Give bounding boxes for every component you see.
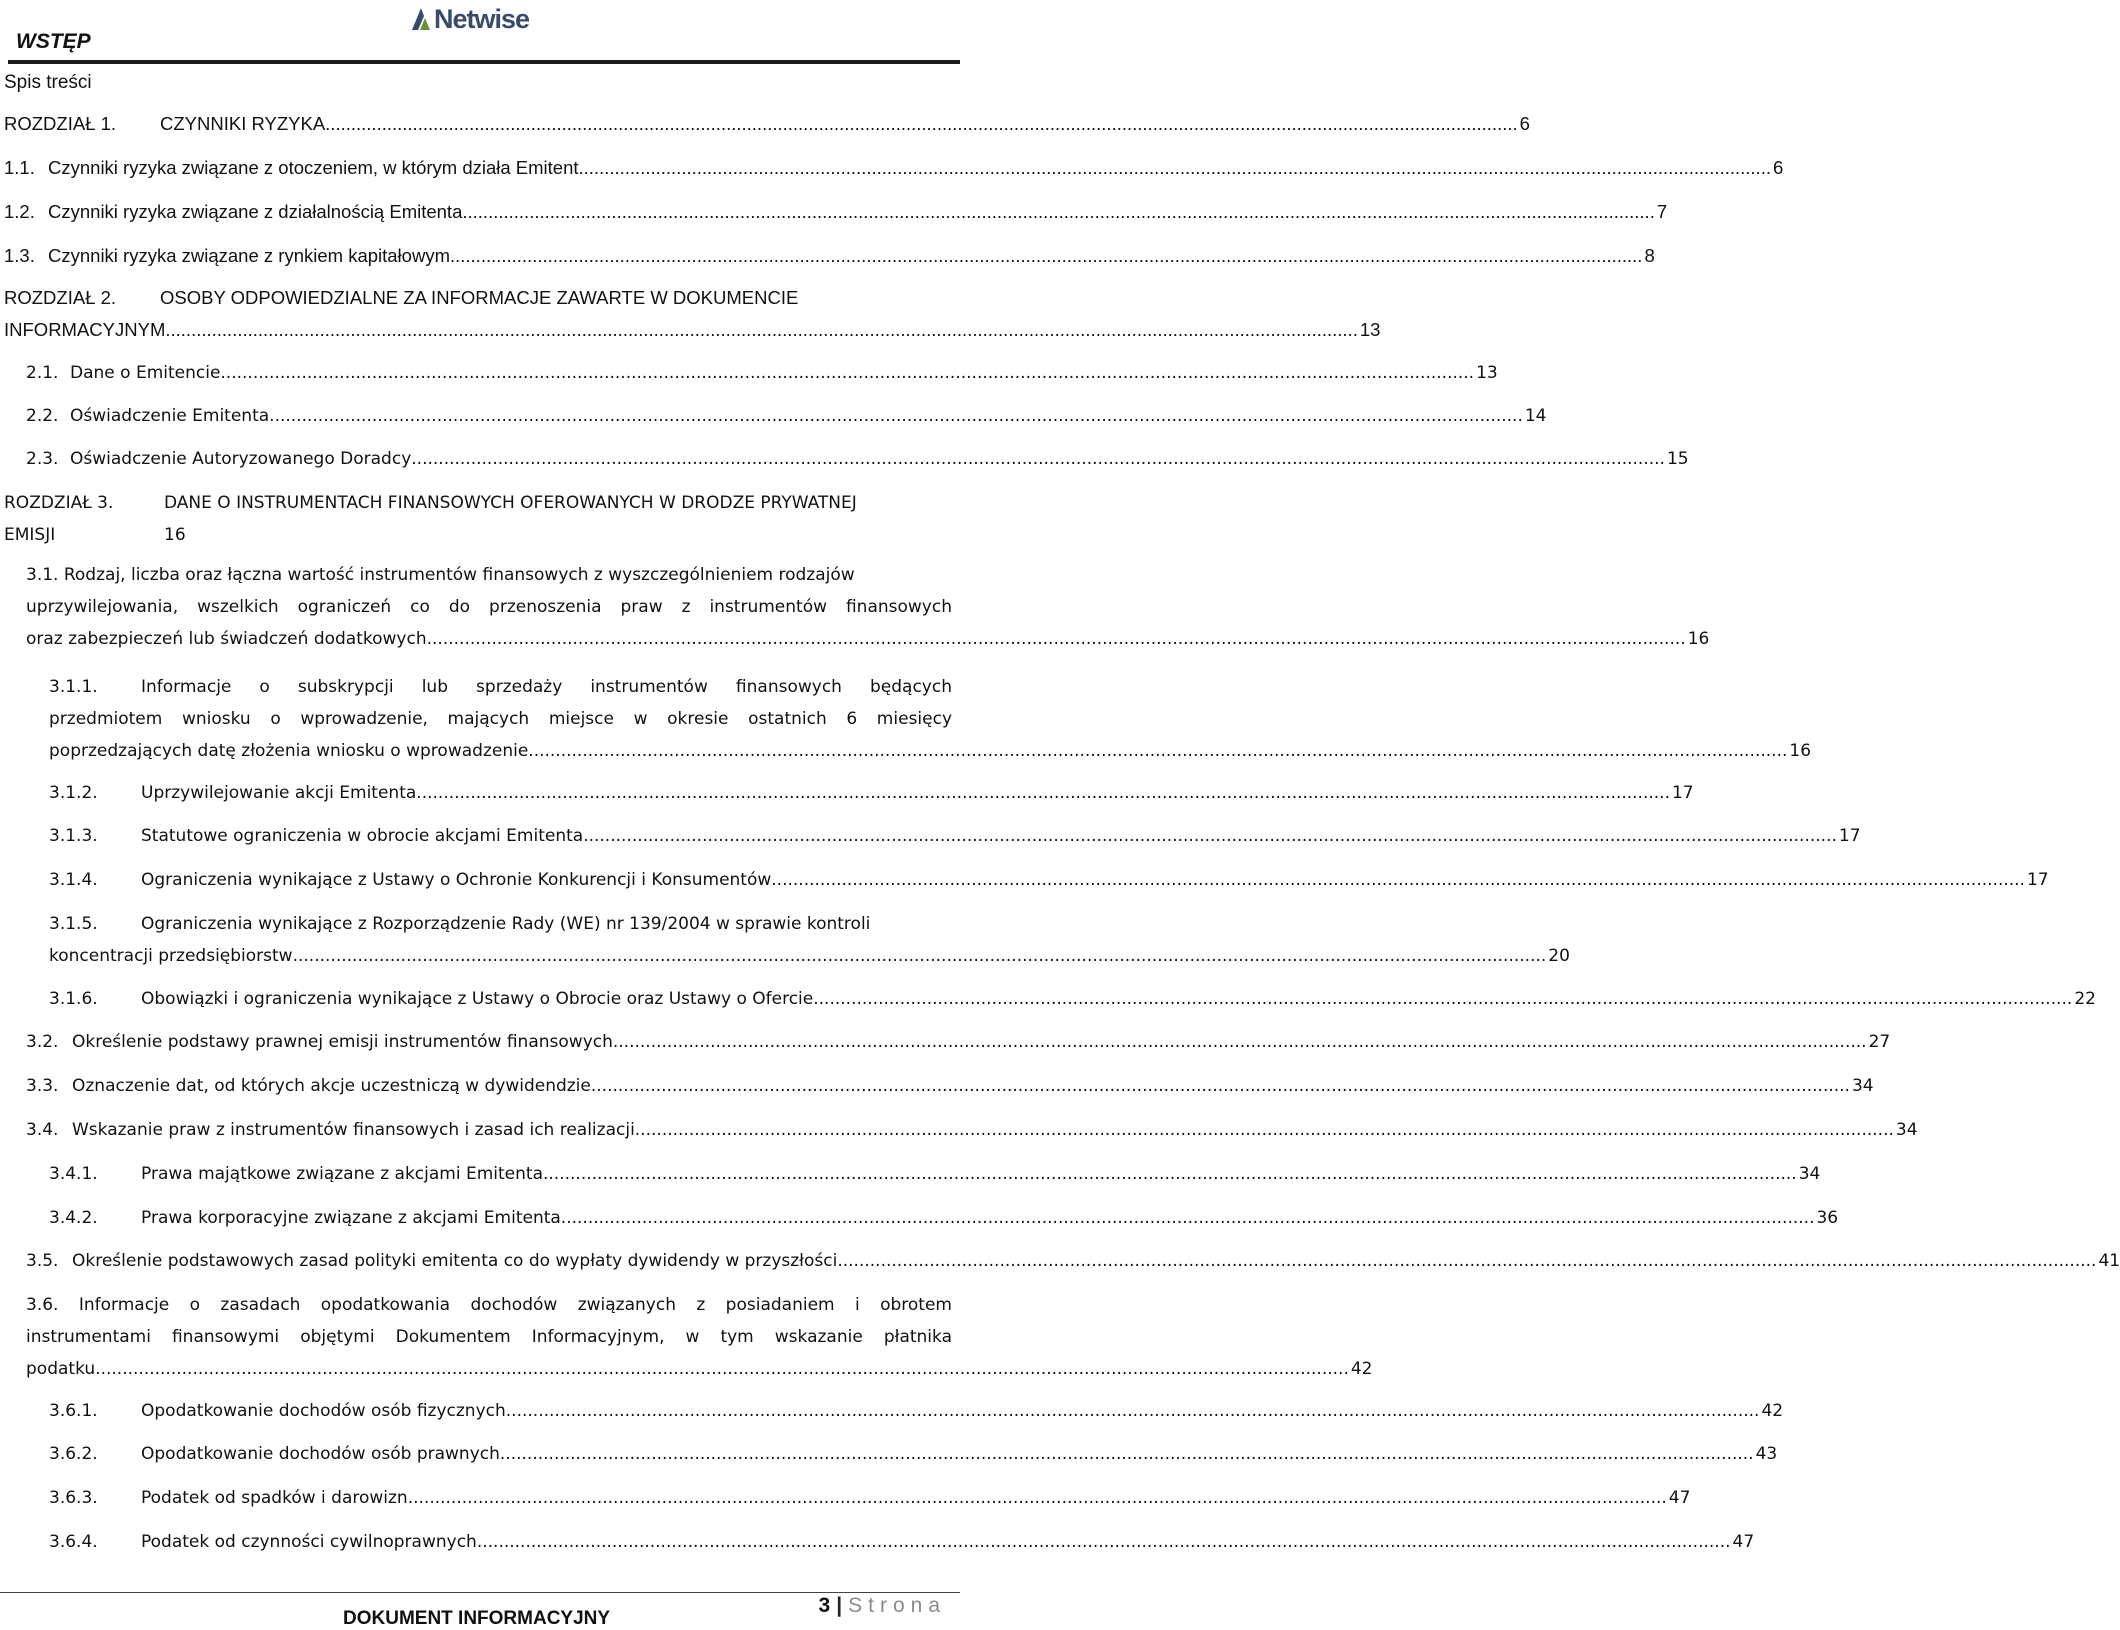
toc-entry-2-3[interactable] (26, 443, 1689, 475)
toc-entry-3-6-3[interactable] (49, 1482, 1691, 1514)
netwise-logo-icon (410, 6, 432, 32)
toc-leader (293, 940, 1547, 972)
toc-title-text (26, 1289, 952, 1321)
footer-divider (0, 1592, 960, 1593)
toc-page: 14 (1524, 406, 1547, 426)
toc-page: 47 (1732, 1532, 1755, 1552)
toc-page: 34 (1851, 1076, 1874, 1096)
page-separator: | (836, 1594, 843, 1617)
toc-leader (506, 1395, 1760, 1427)
toc-title-text: CZYNNIKI RYZYKA (160, 113, 326, 134)
toc-title-text: Oznaczenie dat, od których akcje uczestniczą w dywidendzie. (72, 1076, 597, 1096)
toc-number: 3.1.4. (49, 870, 98, 890)
toc-title-text: Czynniki ryzyka związane z rynkiem kapitałowym (48, 245, 450, 266)
toc-entry-3-1-5[interactable] (49, 908, 1570, 972)
toc-leader (165, 314, 1357, 346)
toc-page: 15 (1666, 449, 1689, 469)
toc-title-text (26, 559, 952, 591)
toc-entry-3-1-1[interactable] (49, 671, 1812, 767)
toc-entry-chapter-1[interactable] (4, 108, 1530, 140)
toc-page: 16 (1789, 741, 1812, 761)
toc-entry-3-1-6[interactable] (49, 983, 2096, 1015)
toc-number: 2.2. (26, 406, 59, 426)
toc-leader (269, 400, 1523, 432)
toc-leader (543, 1158, 1797, 1190)
toc-number: 1.3. (4, 245, 35, 266)
toc-title-line: oraz zabezpieczeń lub świadczeń dodatkowych. (26, 629, 433, 649)
toc-title-text: Czynniki ryzyka związane z otoczeniem, w którym działa Emitent (48, 157, 579, 178)
toc-page: 34 (1798, 1164, 1821, 1184)
toc-title-line: uprzywilejowania, wszelkich ograniczeń co do przenoszenia praw z instrumentów finansowych (26, 597, 952, 617)
toc-number: ROZDZIAŁ 3. (4, 493, 114, 513)
toc-title-line: przedmiotem wniosku o wprowadzenie, mających miejsce w okresie ostatnich 6 miesięcy (49, 709, 952, 729)
toc-number: 3.1.1. (49, 677, 98, 697)
toc-entry-2-2[interactable] (26, 400, 1547, 432)
toc-number: 3.5. (26, 1251, 59, 1271)
logo-text: Netwise (434, 3, 530, 34)
toc-title-text: Czynniki ryzyka związane z działalnością Emitenta (48, 201, 463, 222)
toc-number: ROZDZIAŁ 1. (4, 113, 117, 134)
toc-page: 6 (1519, 113, 1530, 134)
toc-leader (432, 623, 1686, 655)
toc-entry-3-6[interactable] (26, 1289, 1373, 1385)
toc-entry-3-4[interactable] (26, 1114, 1918, 1146)
toc-entry-3-4-2[interactable] (49, 1202, 1839, 1234)
toc-title-text: Statutowe ograniczenia w obrocie akcjami Emitenta (141, 826, 584, 846)
toc-title-text: Obowiązki i ograniczenia wynikające z Ustawy o Obrocie oraz Ustawy o Ofercie. (141, 989, 819, 1009)
toc-page: 17 (2026, 870, 2049, 890)
page-word: Strona (848, 1594, 946, 1617)
toc-page: 22 (2074, 989, 2096, 1009)
toc-leader (220, 357, 1474, 389)
toc-entry-3-1[interactable] (26, 559, 1710, 655)
toc-title-line: koncentracji przedsiębiorstw (49, 946, 293, 966)
toc-title-text: Prawa korporacyjne związane z akcjami Emitenta (141, 1208, 561, 1228)
toc-page: 47 (1668, 1488, 1691, 1508)
toc-page: 6 (1772, 157, 1784, 178)
toc-page: 42 (1350, 1359, 1373, 1379)
toc-entry-3-3[interactable] (26, 1070, 1874, 1102)
toc-leader (325, 108, 1517, 140)
toc-number: 3.3. (26, 1076, 59, 1096)
toc-page: 20 (1548, 946, 1570, 966)
section-label: WSTĘP (16, 30, 91, 53)
toc-entry-3-2[interactable] (26, 1026, 1891, 1058)
toc-number: 1.2. (4, 201, 35, 222)
toc-title-line: Rodzaj, liczba oraz łączna wartość instrumentów finansowych z wyszczególnieniem rodzajów (63, 565, 855, 585)
toc-entry-2-1[interactable] (26, 357, 1498, 389)
toc-title-text: Oświadczenie Emitenta (70, 406, 270, 426)
toc-entry-3-1-2[interactable] (49, 777, 1694, 809)
toc-number: 3.6.3. (49, 1488, 98, 1508)
toc-title-text: Opodatkowanie dochodów osób fizycznych (141, 1401, 506, 1421)
toc-leader (579, 152, 1771, 184)
page-number-label (819, 1594, 946, 1618)
toc-title-text: Dane o Emitencie (70, 363, 221, 383)
toc-number: 1.1. (4, 157, 35, 178)
toc-page: 16 (1687, 629, 1710, 649)
toc-page: 16 (164, 525, 186, 545)
toc-title-text-continued: EMISJI (4, 525, 56, 545)
toc-number: 3.4.1. (49, 1164, 98, 1184)
toc-title-line: Ograniczenia wynikające z Rozporządzenie Rady (WE) nr 139/2004 w sprawie kontroli (141, 914, 871, 934)
toc-leader (640, 1114, 1894, 1146)
toc-number: 3.1.5. (49, 914, 98, 934)
toc-number: ROZDZIAŁ 2. (4, 287, 117, 308)
toc-entry-3-1-3[interactable] (49, 820, 1861, 852)
toc-title-line: instrumentami finansowymi objętymi Dokumentem Informacyjnym, w tym wskazanie płatnika (26, 1327, 952, 1347)
toc-number: 3.6.2. (49, 1444, 98, 1464)
toc-leader (613, 1026, 1867, 1058)
toc-title-line: podatku (26, 1359, 96, 1379)
toc-title-text-continued: INFORMACYJNYM (4, 319, 166, 340)
toc-title-text: OSOBY ODPOWIEDZIALNE ZA INFORMACJE ZAWARTE W DOKUMENCIE (160, 287, 799, 308)
toc-leader (450, 240, 1642, 272)
toc-leader (561, 1202, 1815, 1234)
toc-entry-1-1[interactable] (4, 152, 1784, 184)
toc-page: 13 (1359, 319, 1381, 340)
page-number: 3 (818, 1594, 831, 1617)
toc-number: 2.1. (26, 363, 59, 383)
toc-title-text: DANE O INSTRUMENTACH FINANSOWYCH OFEROWANYCH W DRODZE PRYWATNEJ (164, 493, 857, 513)
toc-title-text: Wskazanie praw z instrumentów finansowych i zasad ich realizacji. (72, 1120, 641, 1140)
toc-leader (771, 864, 2025, 896)
toc-leader (819, 983, 2073, 1015)
toc-entry-3-5[interactable] (26, 1245, 2120, 1277)
toc-entry-3-6-2[interactable] (49, 1438, 1778, 1470)
toc-title-text: Ograniczenia wynikające z Ustawy o Ochronie Konkurencji i Konsumentów (141, 870, 772, 890)
page-header (0, 0, 960, 66)
toc-title-text: Opodatkowanie dochodów osób prawnych (141, 1444, 500, 1464)
header-divider (8, 60, 960, 64)
toc-title-text: Określenie podstawowych zasad polityki emitenta co do wypłaty dywidendy w przyszłości. (72, 1251, 843, 1271)
toc-title-line: Informacje o zasadach opodatkowania dochodów związanych z posiadaniem i obrotem (78, 1295, 952, 1315)
toc-leader (596, 1070, 1850, 1102)
toc-title-text: Podatek od spadków i darowizn. (141, 1488, 414, 1508)
toc-entry-3-1-4[interactable] (49, 864, 2049, 896)
toc-leader (477, 1526, 1731, 1558)
toc-number: 3.2. (26, 1032, 59, 1052)
toc-title-text: Oświadczenie Autoryzowanego Doradcy (70, 449, 412, 469)
toc-leader (416, 777, 1670, 809)
toc-number: 3.4.2. (49, 1208, 98, 1228)
toc-page: 42 (1761, 1401, 1784, 1421)
toc-page: 7 (1656, 201, 1668, 222)
toc-number: 3.4. (26, 1120, 59, 1140)
toc-number: 3.1.6. (49, 989, 98, 1009)
toc-title-line: poprzedzających datę złożenia wniosku o wprowadzenie. (49, 741, 534, 761)
toc-page: 34 (1895, 1120, 1918, 1140)
toc-leader (534, 735, 1788, 767)
toc-leader (413, 1482, 1667, 1514)
toc-number: 3.6.1. (49, 1401, 98, 1421)
toc-number: 3.1.2. (49, 783, 98, 803)
toc-leader (500, 1438, 1754, 1470)
toc-entry-1-2[interactable] (4, 196, 1668, 228)
toc-leader (583, 820, 1837, 852)
toc-title-text: Określenie podstawy prawnej emisji instrumentów finansowych (72, 1032, 613, 1052)
toc-entry-chapter-3[interactable] (4, 487, 952, 551)
toc-leader (411, 443, 1665, 475)
toc-page: 17 (1671, 783, 1694, 803)
toc-number: 3.6.4. (49, 1532, 98, 1552)
toc-number: 3.6. (26, 1295, 59, 1315)
toc-number: 3.1. (26, 565, 59, 585)
toc-leader (462, 196, 1654, 228)
toc-title-text: Uprzywilejowanie akcji Emitenta (141, 783, 417, 803)
toc-page: 41 (2098, 1251, 2120, 1271)
toc-page: 8 (1644, 245, 1655, 266)
toc-leader (95, 1353, 1349, 1385)
toc-page: 36 (1816, 1208, 1839, 1228)
netwise-logo (410, 4, 529, 34)
toc-title-line: Informacje o subskrypcji lub sprzedaży instrumentów finansowych będących (141, 677, 952, 697)
document-label: DOKUMENT INFORMACYJNY (343, 1608, 611, 1629)
toc-title-text: Podatek od czynności cywilnoprawnych (141, 1532, 477, 1552)
toc-entry-3-6-4[interactable] (49, 1526, 1755, 1558)
toc-entry-1-3[interactable] (4, 240, 1655, 272)
toc-entry-3-6-1[interactable] (49, 1395, 1784, 1427)
toc-entry-chapter-2[interactable] (4, 282, 1381, 346)
toc-page: 13 (1476, 363, 1498, 383)
toc-title-text: Prawa majątkowe związane z akcjami Emitenta (141, 1164, 543, 1184)
toc-page: 43 (1755, 1444, 1778, 1464)
toc-leader (843, 1245, 2097, 1277)
toc-title: Spis treści (4, 72, 92, 93)
toc-page: 17 (1838, 826, 1861, 846)
toc-number: 3.1.3. (49, 826, 98, 846)
toc-page: 27 (1868, 1032, 1891, 1052)
toc-entry-3-4-1[interactable] (49, 1158, 1821, 1190)
toc-number: 2.3. (26, 449, 59, 469)
